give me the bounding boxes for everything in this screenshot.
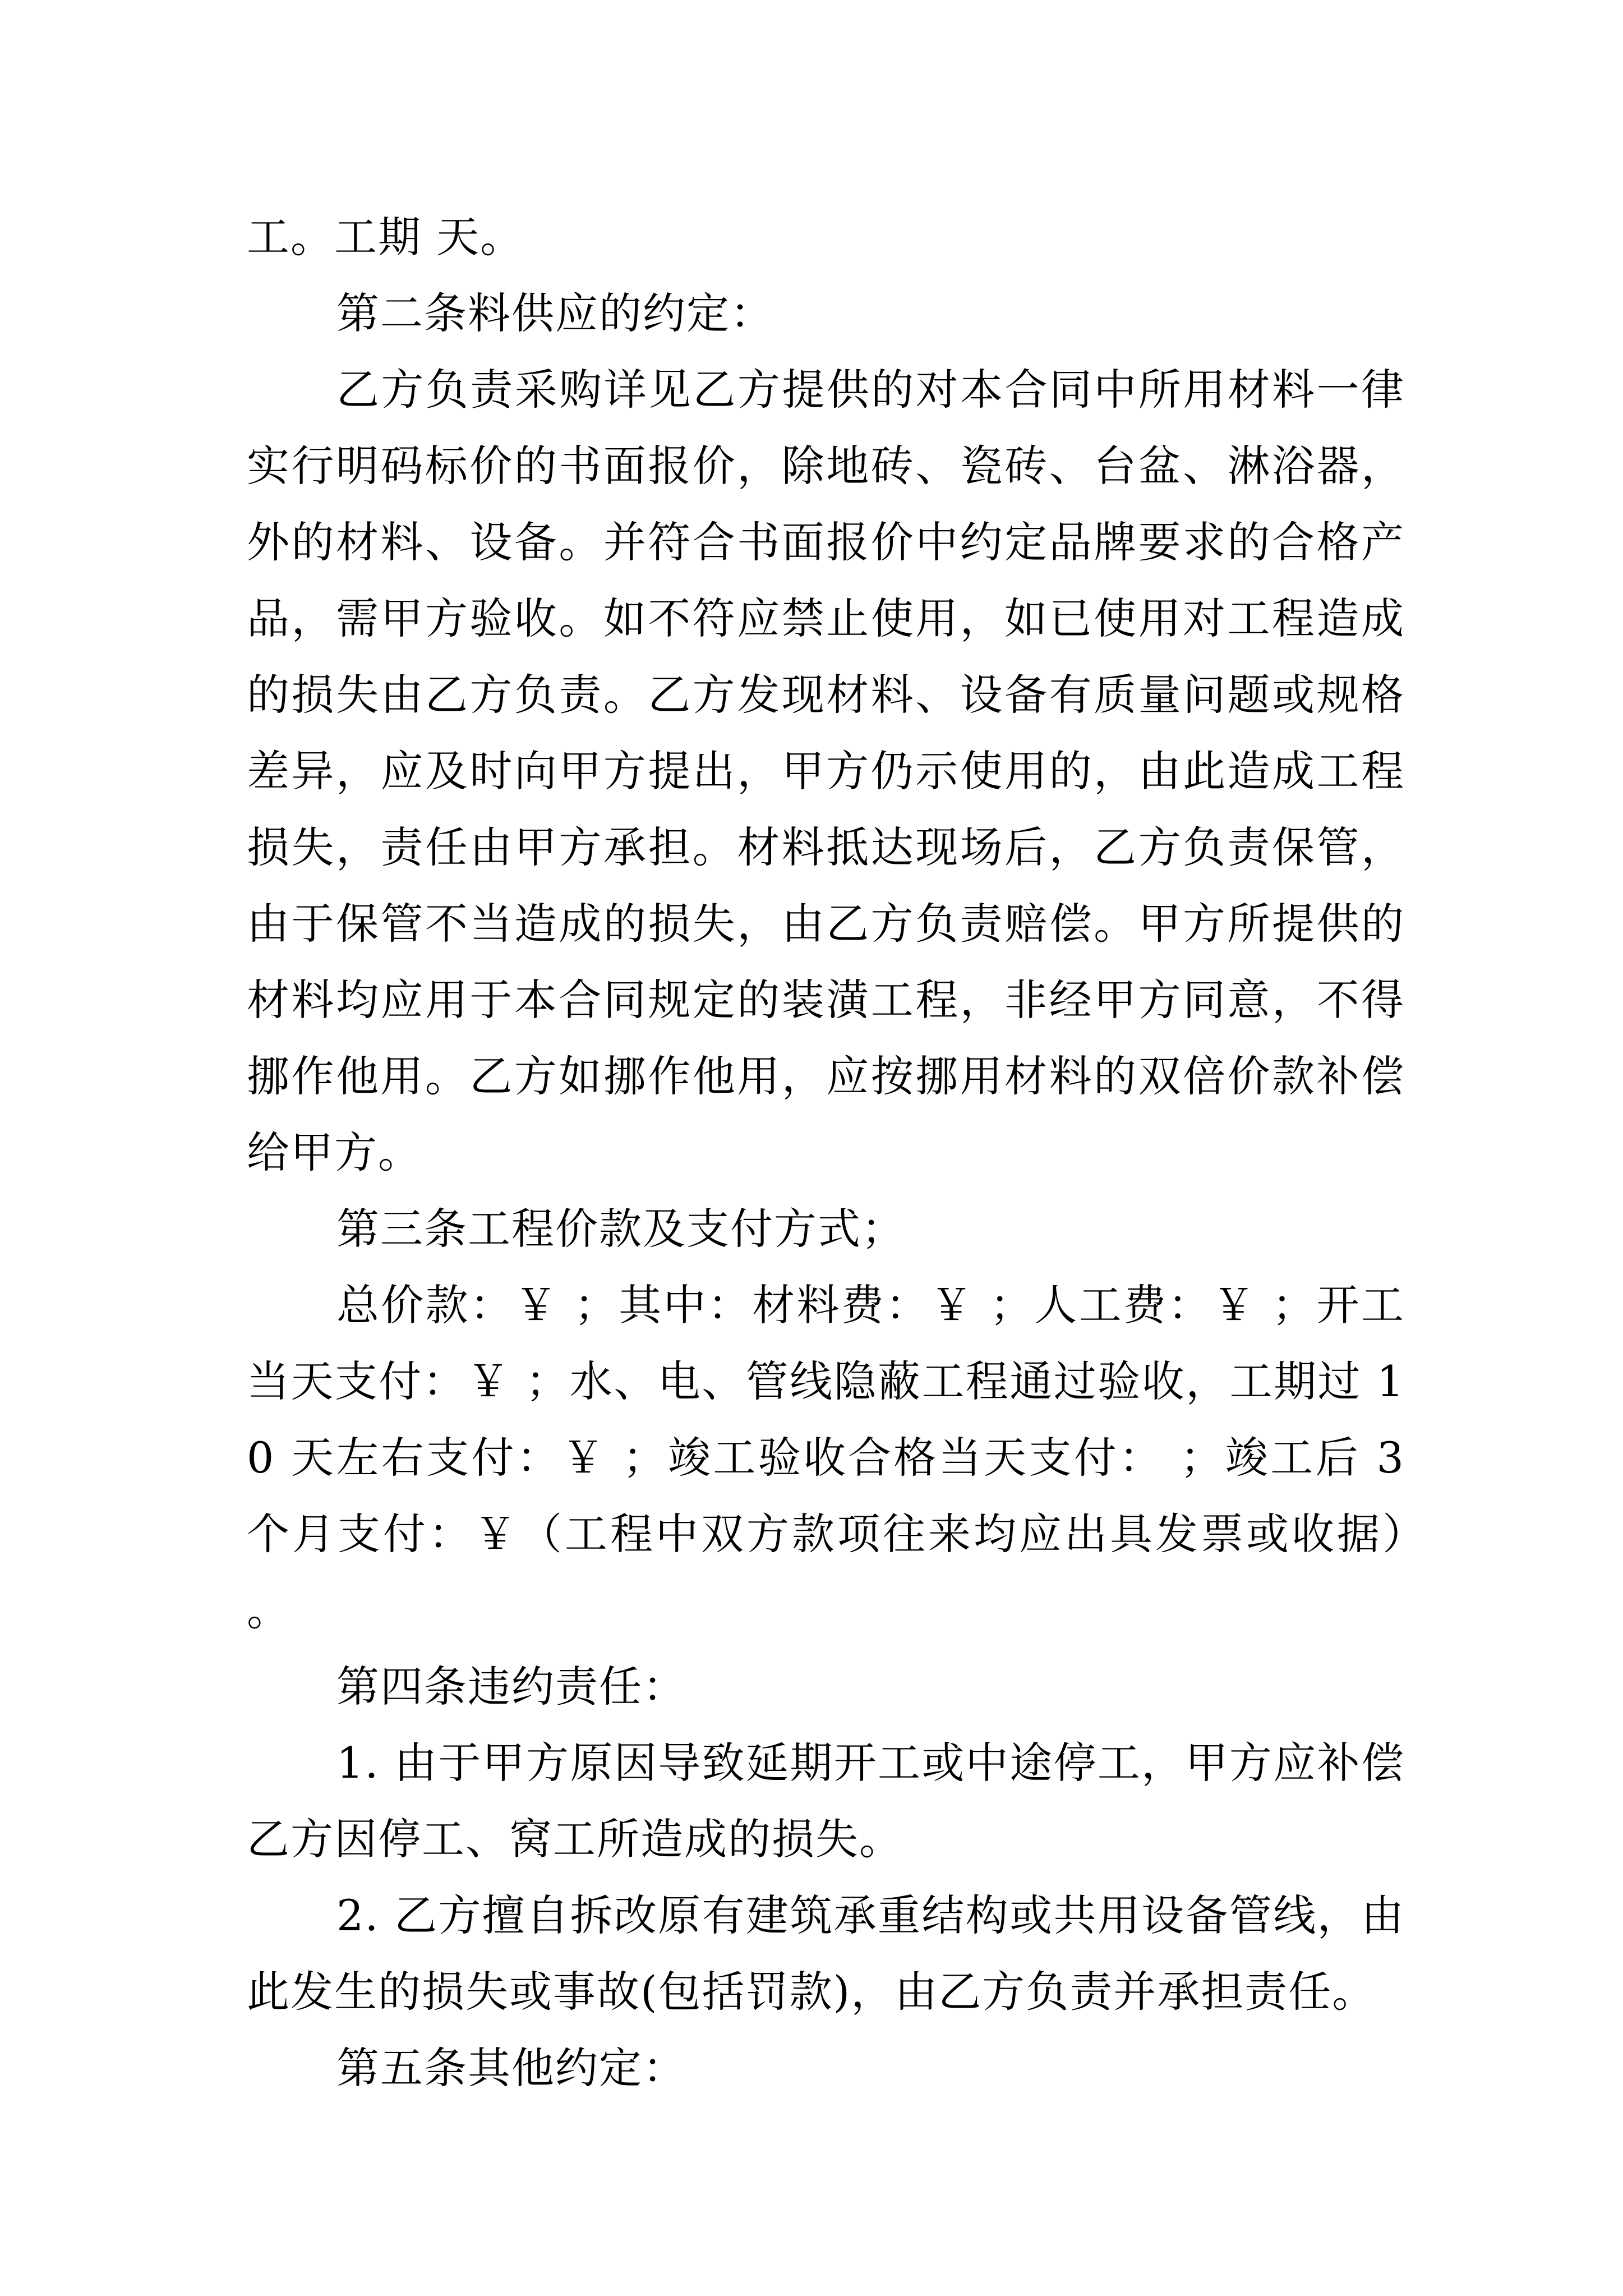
paragraph-payment-terms: 总价款：￥ ；其中：材料费：￥ ；人工费：￥ ；开工当天支付：￥ ；水、电、管线隐蔽工程通过验收，工期过 10 天左右支付：￥ ；竣工验收合格当天支付： ；竣工后 3 个月支付：￥（工程中双方款项往来均应出具发票或收据）。 (247, 1280, 1405, 1635)
heading-article-5: 第五条其他约定： (336, 2043, 686, 2093)
document-page (247, 199, 1405, 2106)
heading-article-3: 第三条工程价款及支付方式； (336, 1204, 905, 1254)
paragraph-construction-period: 工。工期 天。 (247, 212, 524, 262)
paragraph-liability-2: 2. 乙方擅自拆改原有建筑承重结构或共用设备管线，由此发生的损失或事故(包括罚款)，由乙方负责并承担责任。 (247, 1890, 1405, 2017)
paragraph-liability-1: 1. 由于甲方原因导致延期开工或中途停工，甲方应补偿乙方因停工、窝工所造成的损失。 (247, 1738, 1405, 1864)
heading-article-2: 第二条料供应的约定： (336, 288, 774, 338)
heading-article-4: 第四条违约责任： (336, 1662, 686, 1711)
paragraph-material-supply: 乙方负责采购详见乙方提供的对本合同中所用材料一律实行明码标价的书面报价，除地砖、瓷砖、台盆、淋浴器，外的材料、设备。并符合书面报价中约定品牌要求的合格产品，需甲方验收。如不符应禁止使用，如已使用对工程造成的损失由乙方负责。乙方发现材料、设备有质量问题或规格差异，应及时向甲方提出，甲方仍示使用的，由此造成工程损失，责任由甲方承担。材料抵达现场后，乙方负责保管，由于保管不当造成的损失，由乙方负责赔偿。甲方所提供的材料均应用于本合同规定的装潢工程，非经甲方同意，不得挪作他用。乙方如挪作他用，应按挪用材料的双倍价款补偿给甲方。 (247, 365, 1405, 1177)
